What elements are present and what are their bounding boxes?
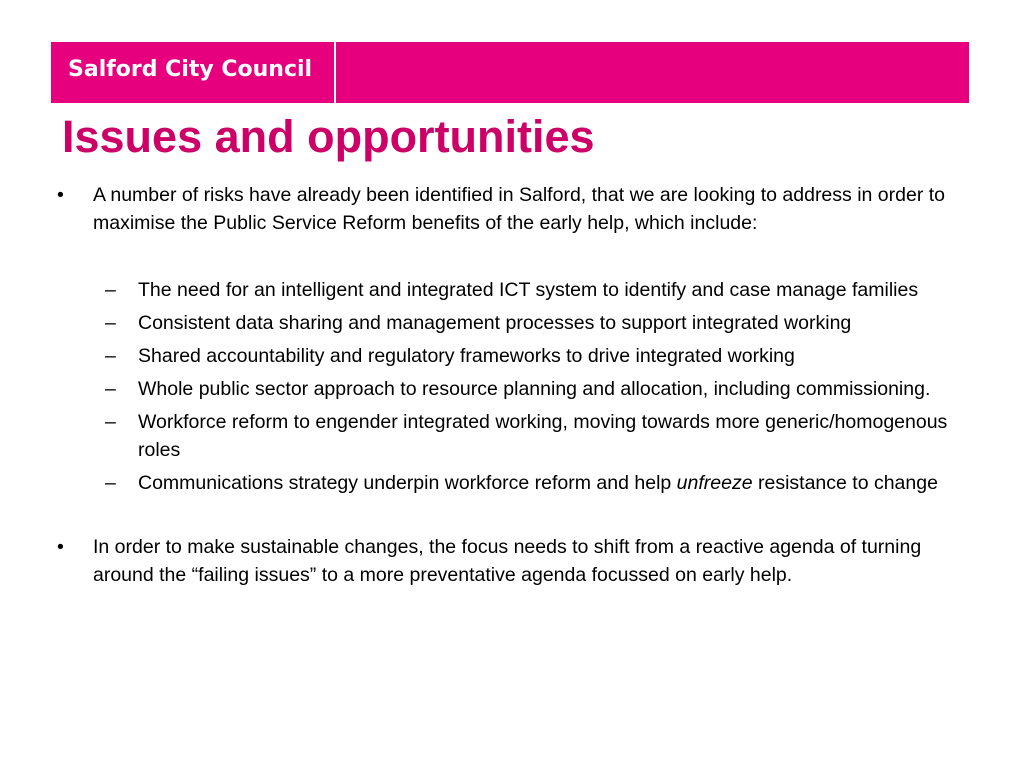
bullet-text: In order to make sustainable changes, the focus needs to shift from a reactive agenda of turning around the “failing issues” to a more preventative agenda focussed on early help. [93, 536, 922, 586]
slide-content [55, 181, 975, 589]
bullet-item [55, 181, 975, 237]
dash-marker: – [105, 472, 116, 494]
dash-marker: – [105, 411, 116, 433]
slide-title: Issues and opportunities [62, 111, 595, 162]
sub-bullet-item [105, 309, 975, 337]
sub-bullet-text: Whole public sector approach to resource planning and allocation, including commissioning. [138, 378, 931, 400]
spacer [55, 497, 975, 533]
sub-bullet-text-after: resistance to change [752, 472, 938, 494]
bullet-item [55, 533, 975, 589]
sub-bullet-item [105, 276, 975, 304]
dash-marker: – [105, 345, 116, 367]
bullet-marker: • [57, 184, 64, 206]
header-divider [334, 42, 336, 103]
header-bar [51, 42, 969, 103]
bullet-marker: • [57, 536, 64, 558]
sub-bullet-item [105, 342, 975, 370]
spacer [55, 237, 975, 271]
sub-bullet-text: Workforce reform to engender integrated working, moving towards more generic/homogenous roles [138, 411, 948, 461]
sub-bullet-item [105, 408, 975, 464]
sub-bullet-text-before: Communications strategy underpin workforce reform and help [138, 472, 677, 494]
emphasis-text: unfreeze [676, 472, 753, 494]
sub-bullet-text: Shared accountability and regulatory frameworks to drive integrated working [138, 345, 795, 367]
dash-marker: – [105, 279, 116, 301]
sub-bullet-text [138, 469, 975, 497]
bullet-text: A number of risks have already been identified in Salford, that we are looking to address in order to maximise the Public Service Reform benefits of the early help, which include: [93, 184, 945, 234]
sub-bullet-text: The need for an intelligent and integrated ICT system to identify and case manage families [138, 279, 919, 301]
dash-marker: – [105, 312, 116, 334]
sub-bullet-item [105, 375, 975, 403]
brand-logo: Salford City Council [68, 57, 313, 82]
sub-bullet-text: Consistent data sharing and management processes to support integrated working [138, 312, 852, 334]
sub-bullet-item [105, 469, 975, 497]
dash-marker: – [105, 378, 116, 400]
